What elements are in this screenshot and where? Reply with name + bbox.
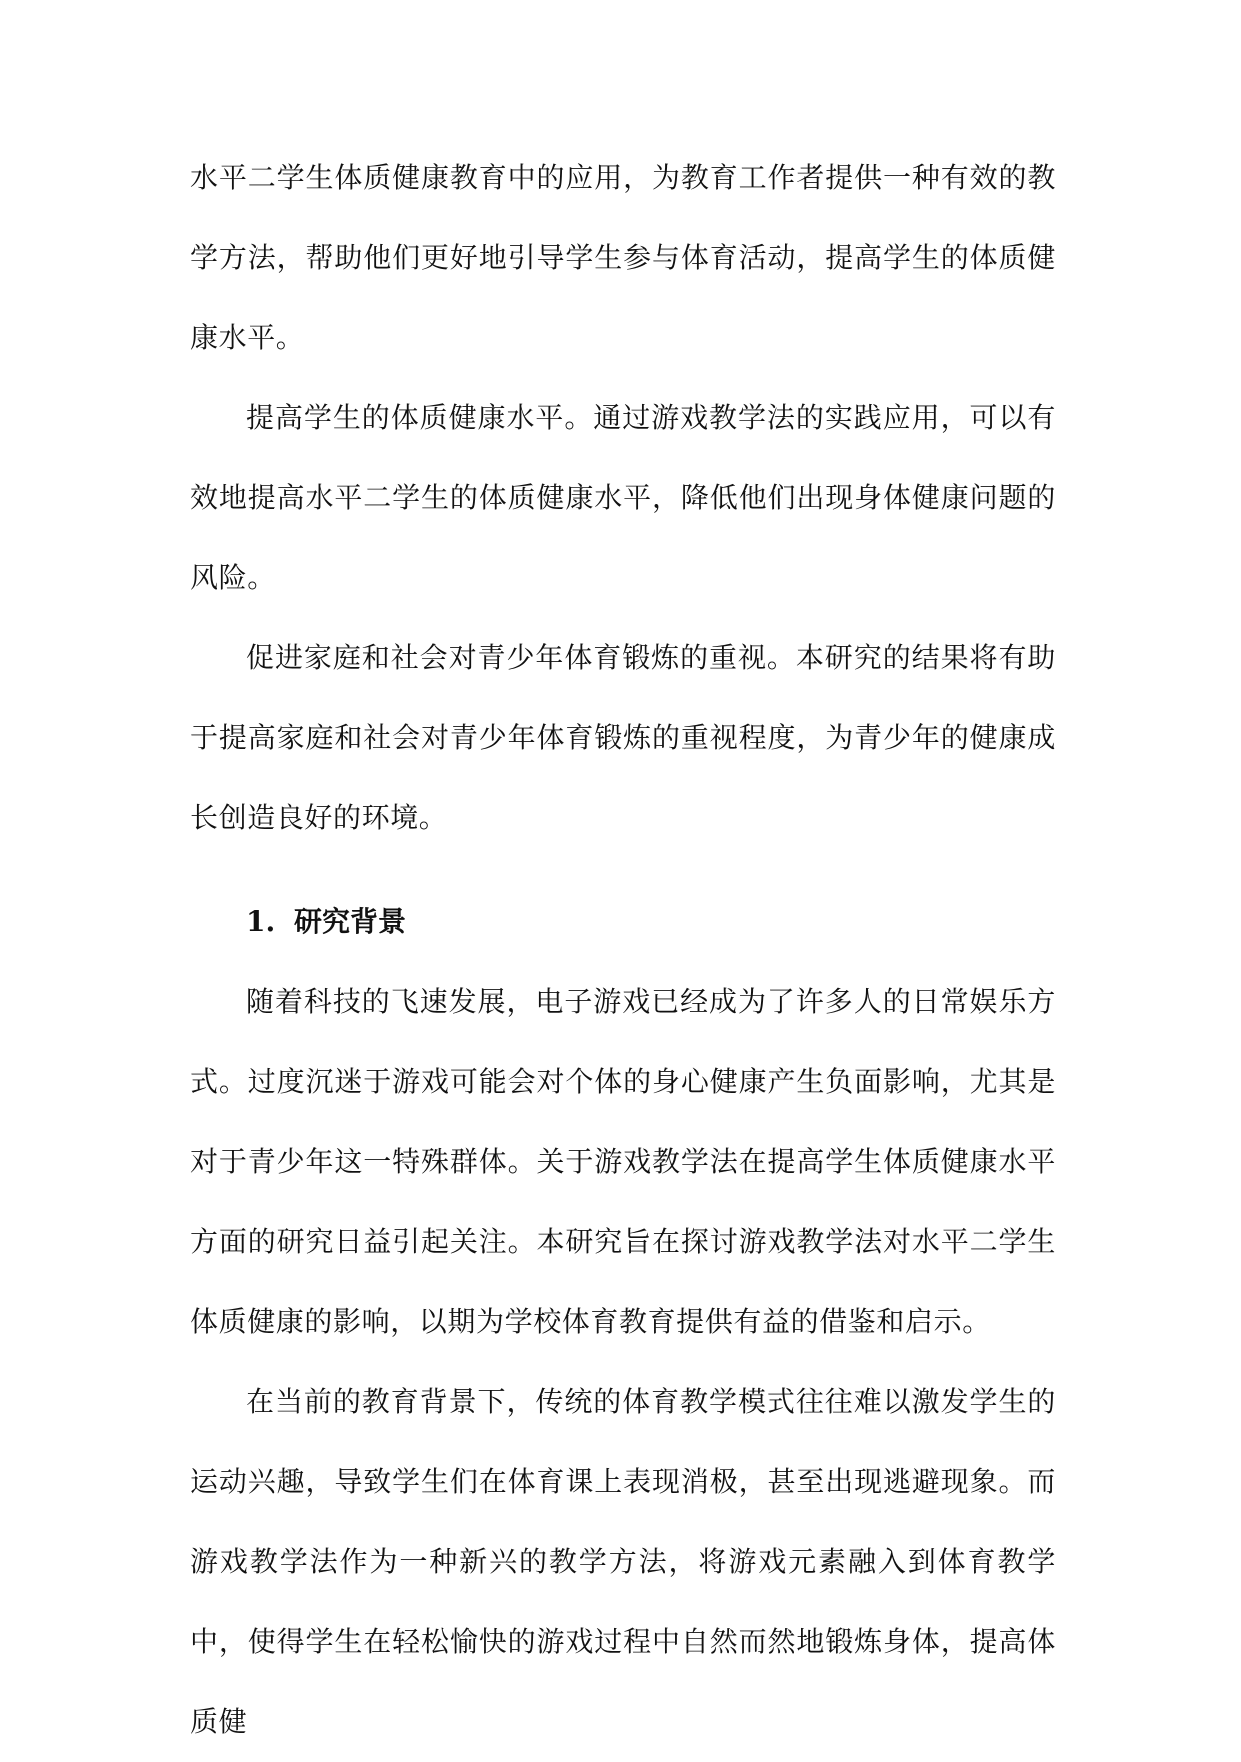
section-title: 研究背景 [294,905,407,938]
paragraph-background-games: 随着科技的飞速发展，电子游戏已经成为了许多人的日常娱乐方式。过度沉迷于游戏可能会对个体的身心健康产生负面影响，尤其是对于青少年这一特殊群体。关于游戏教学法在提高学生体质健康水平方面的研究日益引起关注。本研究旨在探讨游戏教学法对水平二学生体质健康的影响，以期为学校体育教育提供有益的借鉴和启示。 [190,985,1056,1338]
paragraph-education-application: 水平二学生体质健康教育中的应用，为教育工作者提供一种有效的教学方法，帮助他们更好地引导学生参与体育活动，提高学生的体质健康水平。 [190,161,1056,354]
paragraph-background-teaching: 在当前的教育背景下，传统的体育教学模式往往难以激发学生的运动兴趣，导致学生们在体育课上表现消极，甚至出现逃避现象。而游戏教学法作为一种新兴的教学方法，将游戏元素融入到体育教学中，使得学生在轻松愉快的游戏过程中自然而然地锻炼身体，提高体质健 [190,1385,1056,1738]
section-heading [190,882,1056,962]
paragraph-improve-health: 提高学生的体质健康水平。通过游戏教学法的实践应用，可以有效地提高水平二学生的体质健康水平，降低他们出现身体健康问题的风险。 [190,401,1056,594]
paragraph-family-society: 促进家庭和社会对青少年体育锻炼的重视。本研究的结果将有助于提高家庭和社会对青少年体育锻炼的重视程度，为青少年的健康成长创造良好的环境。 [190,641,1056,834]
section-number: 1. [246,905,276,938]
document-body [190,138,1056,1762]
